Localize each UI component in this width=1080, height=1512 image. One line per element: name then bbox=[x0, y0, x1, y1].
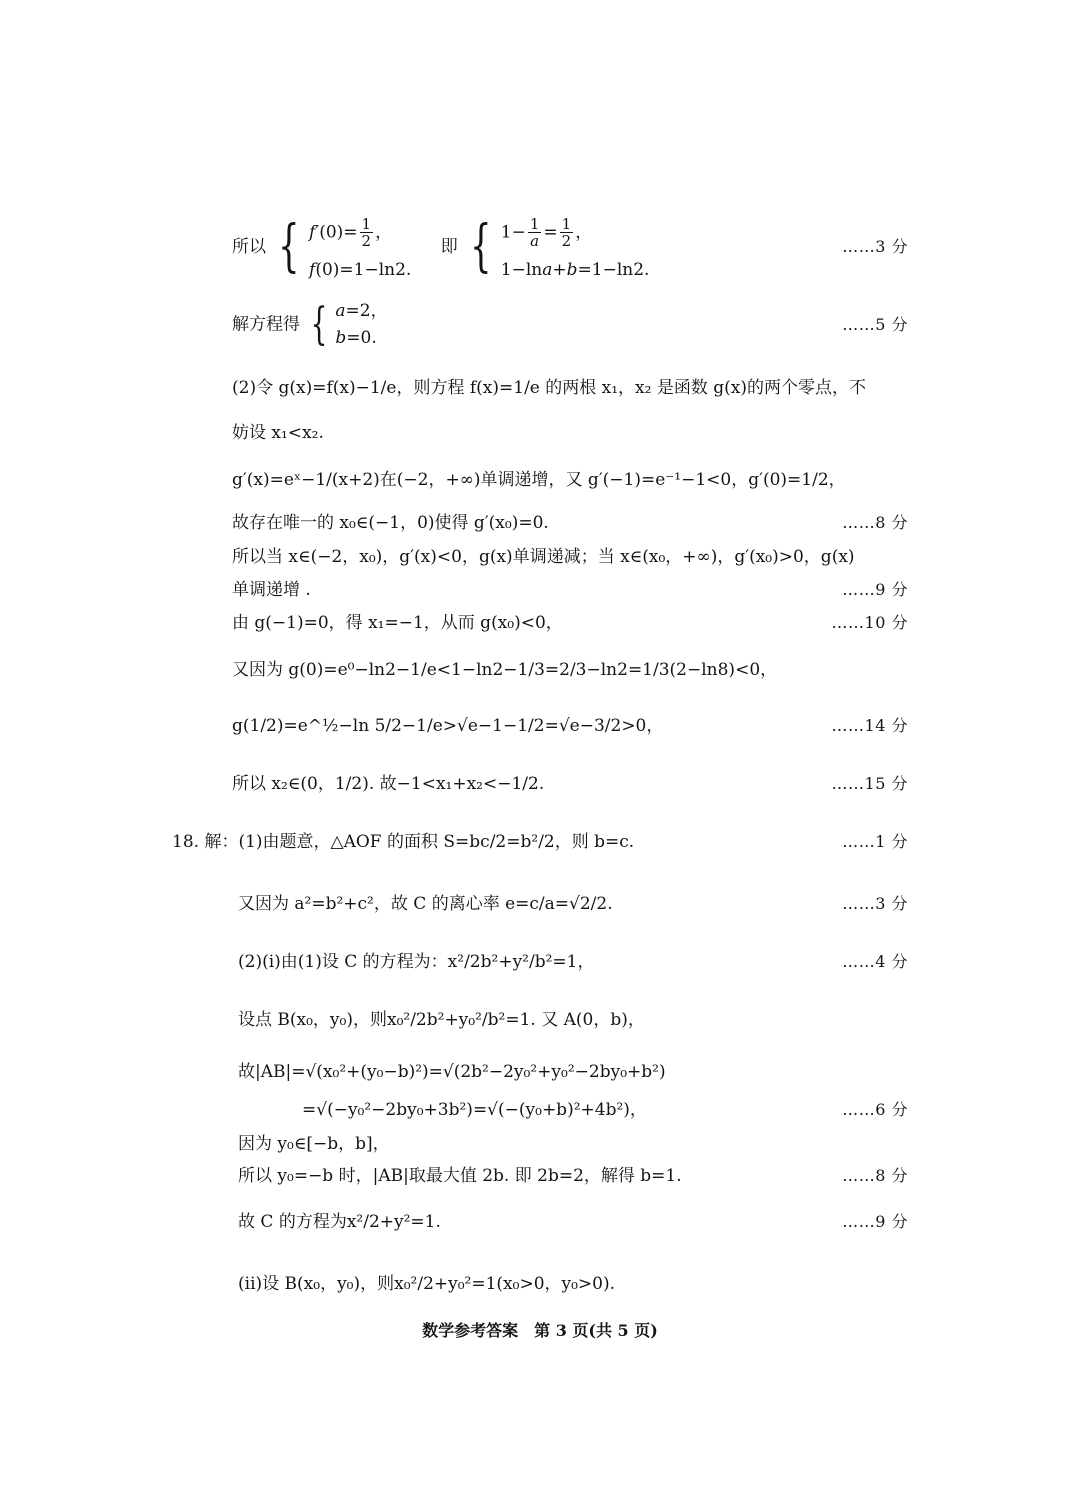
score-10: ……10 分 bbox=[831, 613, 908, 632]
problem-18-eccentricity bbox=[238, 884, 908, 924]
solution-line-2 bbox=[232, 370, 908, 406]
problem-18-point-b bbox=[238, 1000, 908, 1040]
line-l14: 又因为 a²=b²+c²，故 C 的离心率 e=c/a=√2/2. bbox=[238, 893, 613, 914]
score-8b: ……8 分 bbox=[842, 1166, 908, 1185]
solution-line-g0 bbox=[232, 650, 908, 690]
solution-line-monotonic bbox=[232, 546, 908, 568]
line-l18: =√(−y₀²−2by₀+3b²)=√(−(y₀+b)²+4b²)， bbox=[302, 1099, 647, 1120]
line-l20: 所以 y₀=−b 时，|AB|取最大值 2b. 即 2b=2，解得 b=1. bbox=[238, 1165, 682, 1186]
page-footer: 数学参考答案 第 3 页(共 5 页) bbox=[422, 1321, 658, 1340]
line-l16: 设点 B(x₀，y₀)，则x₀²/2b²+y₀²/b²=1. 又 A(0，b)， bbox=[238, 1009, 645, 1030]
solution-line-unique bbox=[232, 512, 908, 534]
problem-18-c-equation bbox=[238, 1204, 908, 1240]
equation-system-2: { 1− $\frac{1}{a}$ = $\frac{1}{2}$ ， 1−lna+b=1−ln2. bbox=[470, 214, 650, 280]
equation-system-1: { f′(0)= $\frac{1}{2}$ ， f(0)=1−ln2. bbox=[278, 214, 412, 280]
line-l6: 故存在唯一的 x₀∈(−1，0)使得 g′(x₀)=0. bbox=[232, 512, 549, 533]
line-l15: (2)(i)由(1)设 C 的方程为：x²/2b²+y²/b²=1， bbox=[238, 951, 595, 972]
solution-line-system bbox=[232, 212, 908, 282]
problem-18-line-1 bbox=[172, 822, 908, 862]
solution-line-root bbox=[232, 612, 908, 634]
score-3: ……3 分 bbox=[842, 237, 908, 256]
score-9: ……9 分 bbox=[842, 580, 908, 599]
text-suoyi: 所以 bbox=[232, 236, 266, 257]
line-l10: 又因为 g(0)=e⁰−ln2−1/e<1−ln2−1/3=2/3−ln2=1/3(2−ln8)<0， bbox=[232, 659, 778, 680]
score-6: ……6 分 bbox=[842, 1100, 908, 1119]
solution-line-assume bbox=[232, 422, 908, 444]
solution-line-increasing bbox=[232, 579, 908, 601]
line-l9: 由 g(−1)=0，得 x₁=−1，从而 g(x₀)<0， bbox=[232, 612, 563, 633]
text-ji: 即 bbox=[440, 236, 458, 257]
solution-line-solve bbox=[232, 300, 908, 350]
line-l8: 单调递增 . bbox=[232, 579, 311, 600]
solution-line-derivative bbox=[232, 462, 908, 498]
problem-18-equation bbox=[238, 942, 908, 982]
score-1: ……1 分 bbox=[842, 832, 908, 851]
problem-18-max bbox=[238, 1165, 908, 1187]
score-5: ……5 分 bbox=[842, 315, 908, 334]
score-8: ……8 分 bbox=[842, 513, 908, 532]
problem-18-part-ii bbox=[238, 1264, 908, 1304]
line-l13: 18. 解：(1)由题意，△AOF 的面积 S=bc/2=b²/2，则 b=c. bbox=[172, 831, 635, 852]
solution-line-conclusion bbox=[232, 764, 908, 804]
solution-line-ghalf bbox=[232, 706, 908, 746]
line-l21: 故 C 的方程为x²/2+y²=1. bbox=[238, 1211, 441, 1232]
score-3b: ……3 分 bbox=[842, 894, 908, 913]
problem-18-range bbox=[238, 1133, 908, 1155]
line-l12: 所以 x₂∈(0，1/2). 故−1<x₁+x₂<−1/2. bbox=[232, 773, 545, 794]
line-l19: 因为 y₀∈[−b，b]， bbox=[238, 1133, 390, 1154]
line-l7: 所以当 x∈(−2，x₀)，g′(x)<0，g(x)单调递减；当 x∈(x₀，+∞)，g′(x₀)>0，g(x) bbox=[232, 546, 855, 567]
text-solve: 解方程得 bbox=[232, 314, 300, 335]
line-l4: 妨设 x₁<x₂. bbox=[232, 422, 324, 443]
score-15: ……15 分 bbox=[831, 774, 908, 793]
problem-18-ab-length-2 bbox=[302, 1096, 908, 1124]
problem-18-ab-length-1 bbox=[238, 1058, 908, 1086]
line-l11: g(1/2)=e^½−ln 5/2−1/e>√e−1−1/2=√e−3/2>0， bbox=[232, 715, 664, 736]
score-9b: ……9 分 bbox=[842, 1212, 908, 1231]
equation-system-3: { a=2， b=0. bbox=[311, 299, 388, 350]
score-14: ……14 分 bbox=[831, 716, 908, 735]
score-4: ……4 分 bbox=[842, 952, 908, 971]
line-l3: (2)令 g(x)=f(x)−1/e，则方程 f(x)=1/e 的两根 x₁，x₂ 是函数 g(x)的两个零点，不 bbox=[232, 377, 867, 398]
line-l5: g′(x)=eˣ−1/(x+2)在(−2，+∞)单调递增，又 g′(−1)=e⁻¹−1<0，g′(0)=1/2， bbox=[232, 469, 846, 490]
line-l22: (ii)设 B(x₀，y₀)，则x₀²/2+y₀²=1(x₀>0，y₀>0). bbox=[238, 1273, 616, 1294]
line-l17: 故|AB|=√(x₀²+(y₀−b)²)=√(2b²−2y₀²+y₀²−2by₀+b²) bbox=[238, 1061, 666, 1082]
